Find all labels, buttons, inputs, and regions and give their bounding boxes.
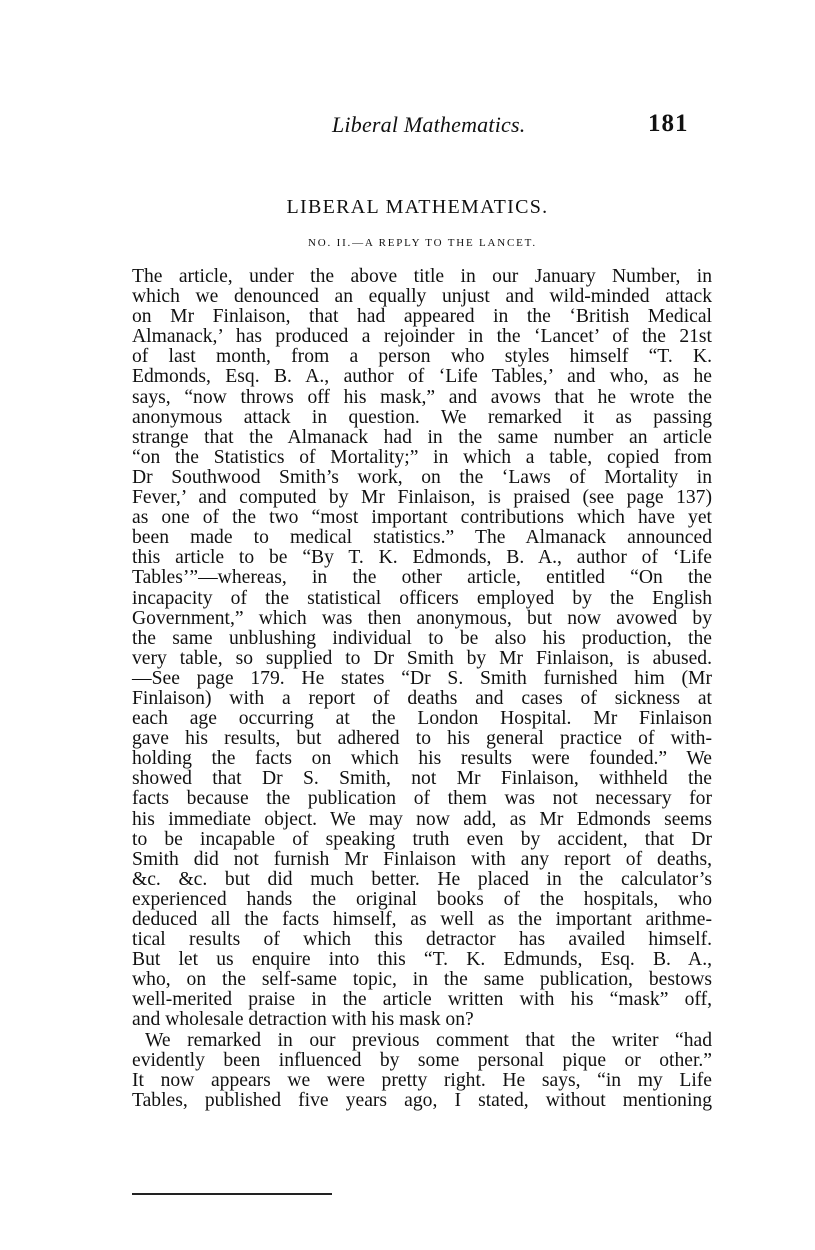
article-title: LIBERAL MATHEMATICS. [286,196,549,218]
body-line: holding the facts on which his results were founded.” We [132,748,712,770]
body-line: Tables’”—whereas, in the other article, entitled “On the [132,567,712,589]
body-line: Government,” which was then anonymous, but now avowed by [132,607,712,629]
footnote-rule [132,1193,332,1195]
body-line: gave his results, but adhered to his general practice of with- [132,728,712,750]
body-line: of last month, from a person who styles himself “T. K. [132,346,712,368]
body-line: this article to be “By T. K. Edmonds, B. A., author of ‘Life [132,547,712,569]
body-line: each age occurring at the London Hospital. Mr Finlaison [132,708,712,730]
body-line: Fever,’ and computed by Mr Finlaison, is praised (see page 137) [132,487,712,509]
body-line: experienced hands the original books of the hospitals, who [132,888,712,910]
body-line: “on the Statistics of Mortality;” in which a table, copied from [132,446,712,468]
body-line: very table, so supplied to Dr Smith by Mr Finlaison, is abused. [132,647,712,669]
body-line: been made to medical statistics.” The Almanack announced [132,527,712,549]
body-line: But let us enquire into this “T. K. Edmunds, Esq. B. A., [132,949,712,971]
article-body [132,267,712,1111]
body-line: Edmonds, Esq. B. A., author of ‘Life Tables,’ and who, as he [132,366,712,388]
body-line: Dr Southwood Smith’s work, on the ‘Laws of Mortality in [132,466,712,488]
body-line: tical results of which this detractor has availed himself. [132,929,712,951]
body-line: &c. &c. but did much better. He placed in the calculator’s [132,868,712,890]
body-line: Smith did not furnish Mr Finlaison with any report of deaths, [132,848,712,870]
body-line: Finlaison) with a report of deaths and cases of sickness at [132,687,712,709]
running-title: Liberal Mathematics. [332,112,526,137]
body-line: facts because the publication of them was not necessary for [132,788,712,810]
running-head [0,112,815,142]
body-line: which we denounced an equally unjust and wild-minded attack [132,286,712,308]
body-line: his immediate object. We may now add, as Mr Edmonds seems [132,808,712,830]
page-number: 181 [648,110,689,137]
body-line: showed that Dr S. Smith, not Mr Finlaison, withheld the [132,768,712,790]
body-line: as one of the two “most important contributions which have yet [132,507,712,529]
body-line: incapacity of the statistical officers employed by the English [132,587,712,609]
body-line: The article, under the above title in our January Number, in [132,266,712,287]
body-line: deduced all the facts himself, as well as the important arithme- [132,909,712,930]
body-line: who, on the self-same topic, in the same publication, bestows [132,969,712,991]
body-line: on Mr Finlaison, that had appeared in the ‘British Medical [132,306,712,328]
body-line: says, “now throws off his mask,” and avows that he wrote the [132,386,712,408]
body-line: anonymous attack in question. We remarked it as passing [132,406,712,428]
body-line: well-merited praise in the article written with his “mask” off, [132,989,712,1011]
body-line: Tables, published five years ago, I stated, without mentioning [132,1089,712,1111]
body-line: and wholesale detraction with his mask on? [132,1009,474,1031]
body-line: strange that the Almanack had in the same number an article [132,426,712,448]
body-line: the same unblushing individual to be also his production, the [132,627,712,649]
body-line: to be incapable of speaking truth even by accident, that Dr [132,828,712,850]
body-line: —See page 179. He states “Dr S. Smith furnished him (Mr [132,667,712,689]
article-subtitle: NO. II.—A REPLY TO THE LANCET. [308,237,537,249]
body-line: It now appears we were pretty right. He says, “in my Life [132,1069,712,1091]
body-line: Almanack,’ has produced a rejoinder in the ‘Lancet’ of the 21st [132,326,712,348]
body-line: We remarked in our previous comment that the writer “had [145,1029,712,1051]
body-line: evidently been influenced by some personal pique or other.” [132,1049,712,1071]
